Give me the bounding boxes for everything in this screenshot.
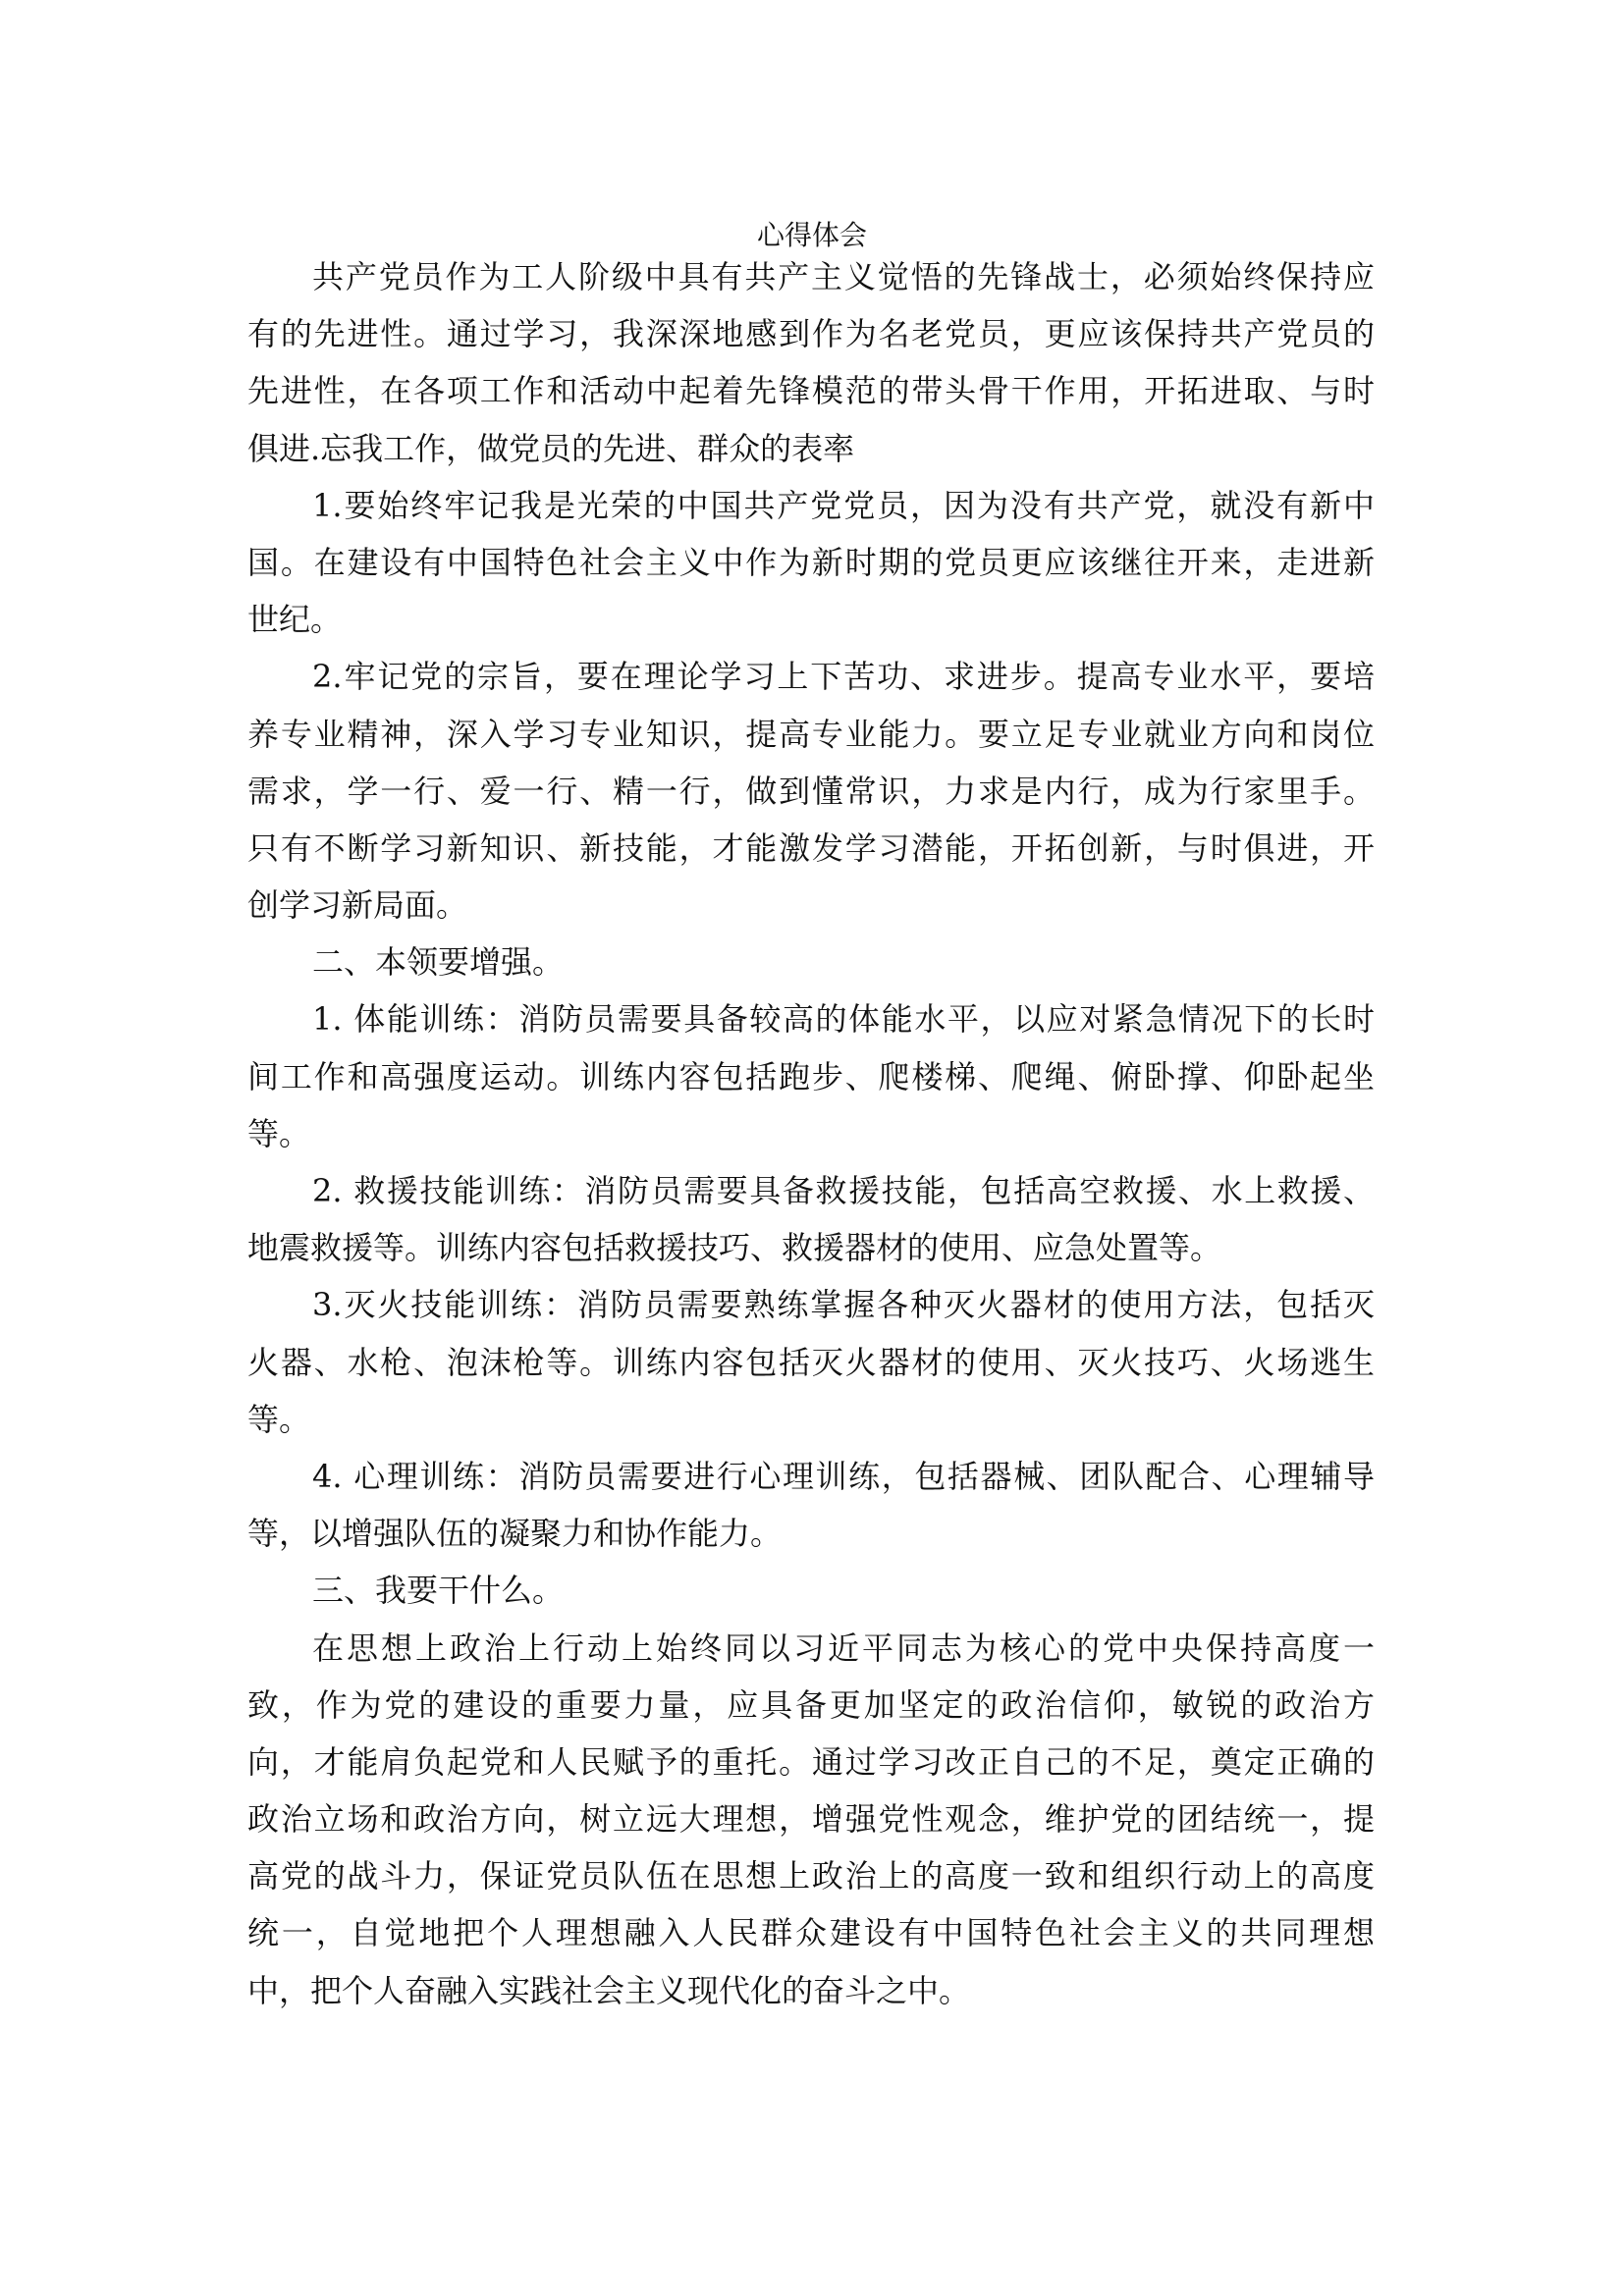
text-line: 政治立场和政治方向，树立远大理想，增强党性观念，维护党的团结统一，提 xyxy=(247,1800,1375,1839)
text-line: 共产党员作为工人阶级中具有共产主义觉悟的先锋战士，必须始终保持应 xyxy=(312,258,1375,295)
text-line: 养专业精神，深入学习专业知识，提高专业能力。要立足专业就业方向和岗位 xyxy=(247,715,1375,753)
text-line: 只有不断学习新知识、新技能，才能激发学习潜能，开拓创新，与时俱进，开 xyxy=(247,828,1375,867)
text-line: 致，作为党的建设的重要力量，应具备更加坚定的政治信仰，敏锐的政治方 xyxy=(247,1685,1375,1724)
text-line: 2.牢记党的宗旨，要在理论学习上下苦功、求进步。提高专业水平，要培 xyxy=(312,658,1375,696)
paragraph-point-1 xyxy=(247,477,1375,649)
paragraph-conclusion xyxy=(247,1620,1375,2019)
text-line: 1. 体能训练：消防员需要具备较高的体能水平，以应对紧急情况下的长时 xyxy=(312,1000,1375,1039)
text-line: 等。 xyxy=(247,1400,311,1438)
text-line: 向，才能肩负起党和人民赋予的重托。通过学习改正自己的不足，奠定正确的 xyxy=(247,1742,1375,1781)
section-heading-what-to-do xyxy=(247,1562,1375,1619)
text-line: 3.灭火技能训练：消防员需要熟练掌握各种灭火器材的使用方法，包括灭 xyxy=(312,1286,1375,1324)
text-line: 1.要始终牢记我是光荣的中国共产党党员，因为没有共产党，就没有新中 xyxy=(312,486,1375,524)
paragraph-point-2 xyxy=(247,648,1375,934)
text-line: 等，以增强队伍的凝聚力和协作能力。 xyxy=(247,1515,783,1553)
text-line: 俱进.忘我工作，做党员的先进、群众的表率 xyxy=(247,429,855,467)
text-line: 间工作和高强度运动。训练内容包括跑步、爬楼梯、爬绳、俯卧撑、仰卧起坐 xyxy=(247,1057,1375,1095)
paragraph-physical-training xyxy=(247,990,1375,1162)
text-line: 在思想上政治上行动上始终同以习近平同志为核心的党中央保持高度一 xyxy=(312,1629,1375,1667)
text-line: 火器、水枪、泡沫枪等。训练内容包括灭火器材的使用、灭火技巧、火场逃生 xyxy=(247,1343,1375,1381)
text-line: 先进性，在各项工作和活动中起着先锋模范的带头骨干作用，开拓进取、与时 xyxy=(247,372,1375,410)
text-line: 等。 xyxy=(247,1114,311,1152)
paragraph-firefighting-training xyxy=(247,1276,1375,1448)
text-line: 需求，学一行、爱一行、精一行，做到懂常识，力求是内行，成为行家里手。 xyxy=(247,772,1375,810)
section-heading-ability xyxy=(247,934,1375,990)
text-line: 2. 救援技能训练：消防员需要具备救援技能，包括高空救援、水上救援、 xyxy=(312,1172,1375,1209)
text-line: 创学习新局面。 xyxy=(247,886,468,925)
text-line: 有的先进性。通过学习，我深深地感到作为名老党员，更应该保持共产党员的 xyxy=(247,315,1375,353)
paragraph-intro xyxy=(247,248,1375,477)
text-line: 高党的战斗力，保证党员队伍在思想上政治上的高度一致和组织行动上的高度 xyxy=(247,1857,1375,1896)
section-heading: 三、我要干什么。 xyxy=(312,1572,565,1610)
paragraph-rescue-training xyxy=(247,1162,1375,1276)
paragraph-psychological-training xyxy=(247,1448,1375,1562)
text-line: 世纪。 xyxy=(247,601,343,639)
text-line: 4. 心理训练：消防员需要进行心理训练，包括器械、团队配合、心理辅导 xyxy=(312,1457,1375,1495)
text-line: 国。在建设有中国特色社会主义中作为新时期的党员更应该继往开来，走进新 xyxy=(247,543,1375,581)
text-line: 中，把个人奋融入实践社会主义现代化的奋斗之中。 xyxy=(247,1971,971,2009)
document-body xyxy=(247,248,1375,2019)
section-heading: 二、本领要增强。 xyxy=(312,943,565,982)
text-line: 统一，自觉地把个人理想融入人民群众建设有中国特色社会主义的共同理想 xyxy=(247,1914,1375,1952)
document-title: 心得体会 xyxy=(756,219,867,251)
text-line: 地震救援等。训练内容包括救援技巧、救援器材的使用、应急处置等。 xyxy=(247,1229,1222,1267)
